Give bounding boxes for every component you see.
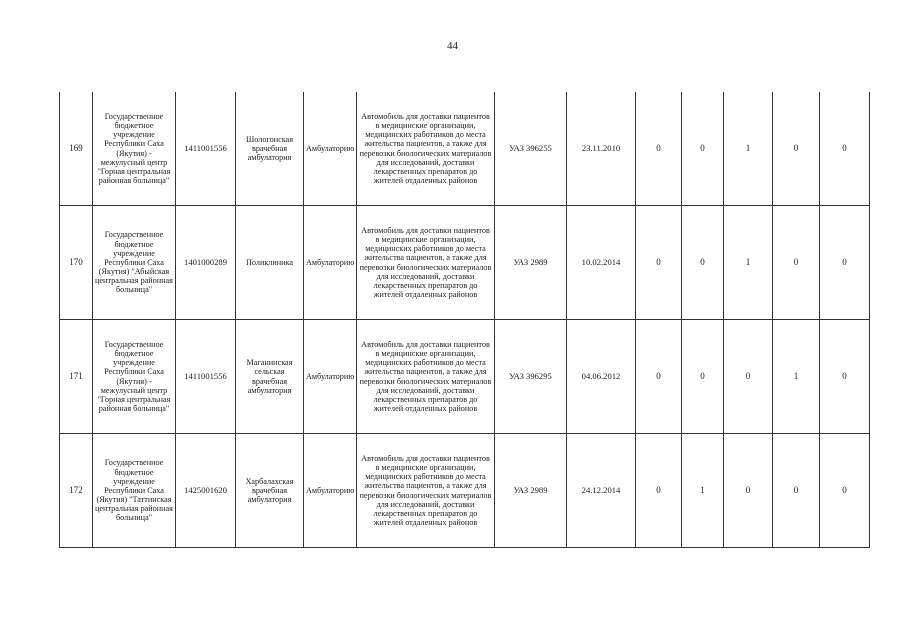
organization-name: Государственное бюджетное учреждение Республики Саха (Якутия) "Абыйская центральная районная больница" bbox=[93, 206, 176, 320]
inn-code: 1401000289 bbox=[176, 206, 236, 320]
row-number: 172 bbox=[60, 434, 93, 548]
unit-name: Маганинская сельская врачебная амбулатория bbox=[236, 320, 304, 434]
vehicle-model: УАЗ 2989 bbox=[495, 206, 567, 320]
count-4: 1 bbox=[773, 320, 820, 434]
row-number: 170 bbox=[60, 206, 93, 320]
count-3: 1 bbox=[724, 206, 773, 320]
registration-date: 04.06.2012 bbox=[567, 320, 636, 434]
count-2: 0 bbox=[682, 92, 724, 206]
organization-name: Государственное бюджетное учреждение Республики Саха (Якутия) - межулусный центр "Горная центральная районная больница" bbox=[93, 320, 176, 434]
count-5: 0 bbox=[820, 206, 870, 320]
registration-date: 23.11.2010 bbox=[567, 92, 636, 206]
unit-name: Харбалахская врачебная амбулатория bbox=[236, 434, 304, 548]
count-4: 0 bbox=[773, 434, 820, 548]
registration-date: 24.12.2014 bbox=[567, 434, 636, 548]
count-5: 0 bbox=[820, 320, 870, 434]
vehicle-registry-table bbox=[59, 92, 870, 548]
unit-name: Поликлиника bbox=[236, 206, 304, 320]
unit-type: Амбулаторию bbox=[304, 92, 357, 206]
page-number: 44 bbox=[447, 40, 458, 52]
unit-type: Амбулаторию bbox=[304, 206, 357, 320]
unit-type: Амбулаторию bbox=[304, 320, 357, 434]
registration-date: 10.02.2014 bbox=[567, 206, 636, 320]
vehicle-purpose: Автомобиль для доставки пациентов в медицинские организации, медицинских работников до места жительства пациентов, а также для перевозки биологических материалов для исследований, доставки лекарственных препаратов до жителей отдаленных районов bbox=[357, 92, 495, 206]
table-row bbox=[60, 206, 870, 320]
organization-name: Государственное бюджетное учреждение Республики Саха (Якутия) "Таттинская центральная районная больница" bbox=[93, 434, 176, 548]
count-1: 0 bbox=[636, 434, 682, 548]
vehicle-model: УАЗ 396255 bbox=[495, 92, 567, 206]
unit-name: Шологонская врачебная амбулатория bbox=[236, 92, 304, 206]
table-row bbox=[60, 320, 870, 434]
row-number: 171 bbox=[60, 320, 93, 434]
table-row bbox=[60, 92, 870, 206]
row-number: 169 bbox=[60, 92, 93, 206]
count-4: 0 bbox=[773, 206, 820, 320]
table-row bbox=[60, 434, 870, 548]
vehicle-purpose: Автомобиль для доставки пациентов в медицинские организации, медицинских работников до места жительства пациентов, а также для перевозки биологических материалов для исследований, доставки лекарственных препаратов до жителей отдаленных районов bbox=[357, 206, 495, 320]
inn-code: 1425001620 bbox=[176, 434, 236, 548]
inn-code: 1411001556 bbox=[176, 92, 236, 206]
count-1: 0 bbox=[636, 92, 682, 206]
count-3: 0 bbox=[724, 434, 773, 548]
vehicle-purpose: Автомобиль для доставки пациентов в медицинские организации, медицинских работников до места жительства пациентов, а также для перевозки биологических материалов для исследований, доставки лекарственных препаратов до жителей отдаленных районов bbox=[357, 320, 495, 434]
inn-code: 1411001556 bbox=[176, 320, 236, 434]
count-2: 1 bbox=[682, 434, 724, 548]
vehicle-purpose: Автомобиль для доставки пациентов в медицинские организации, медицинских работников до места жительства пациентов, а также для перевозки биологических материалов для исследований, доставки лекарственных препаратов до жителей отдаленных районов bbox=[357, 434, 495, 548]
count-4: 0 bbox=[773, 92, 820, 206]
count-1: 0 bbox=[636, 320, 682, 434]
count-2: 0 bbox=[682, 206, 724, 320]
count-2: 0 bbox=[682, 320, 724, 434]
count-1: 0 bbox=[636, 206, 682, 320]
count-3: 0 bbox=[724, 320, 773, 434]
unit-type: Амбулаторию bbox=[304, 434, 357, 548]
vehicle-model: УАЗ 2989 bbox=[495, 434, 567, 548]
vehicle-model: УАЗ 396295 bbox=[495, 320, 567, 434]
count-5: 0 bbox=[820, 92, 870, 206]
count-5: 0 bbox=[820, 434, 870, 548]
organization-name: Государственное бюджетное учреждение Республики Саха (Якутия) - межулусный центр "Горная центральная районная больница" bbox=[93, 92, 176, 206]
count-3: 1 bbox=[724, 92, 773, 206]
